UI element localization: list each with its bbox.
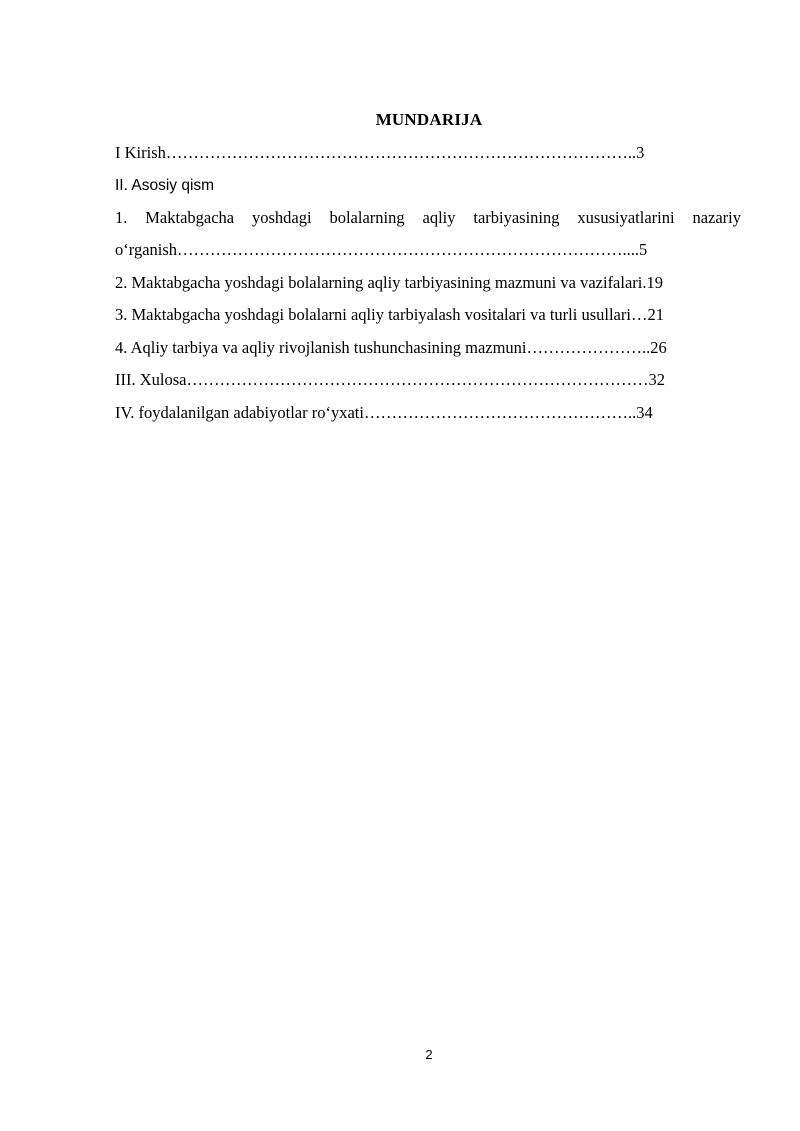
toc-entry-3: 3. Maktabgacha yoshdagi bolalarni aqliy tarbiyalash vositalari va turli usullari…21 — [115, 305, 664, 324]
toc-entry-kirish: I Kirish…………………………………………………………………………..3 — [115, 143, 645, 162]
toc-entry-4: 4. Aqliy tarbiya va aqliy rivojlanish tushunchasining mazmuni…………………..26 — [115, 338, 667, 357]
page-title: MUNDARIJA — [375, 110, 483, 129]
toc-entry-1-continued: o‘rganish………………………………………………………………………....5 — [115, 240, 648, 259]
toc-entry-asosiy-qism: II. Asosiy qism — [115, 177, 215, 194]
toc-entry-1: 1. Maktabgacha yoshdagi bolalarning aqliy tarbiyasining xususiyatlarini nazariy — [115, 208, 741, 227]
toc-entry-xulosa: III. Xulosa…………………………………………………………………………32 — [115, 370, 665, 389]
page-number: 2 — [425, 1047, 433, 1062]
toc-entry-adabiyotlar: IV. foydalanilgan adabiyotlar ro‘yxati…………………………………………..34 — [115, 403, 653, 422]
toc-entry-2: 2. Maktabgacha yoshdagi bolalarning aqliy tarbiyasining mazmuni va vazifalari.19 — [115, 273, 663, 292]
